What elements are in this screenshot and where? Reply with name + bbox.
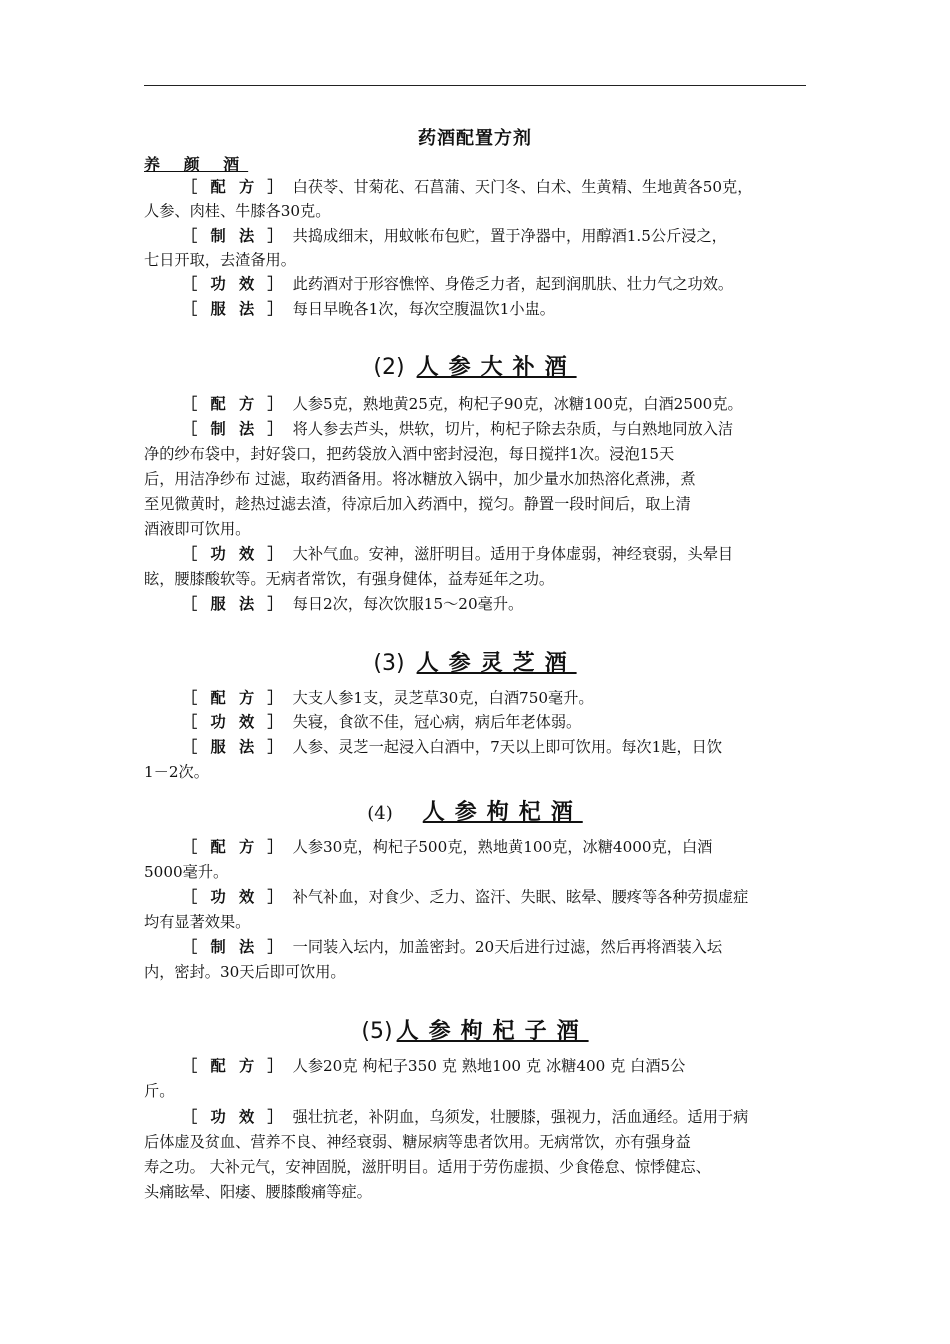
field-label: ［ 配 方 ］: [182, 178, 287, 196]
recipe-number: (4): [367, 803, 393, 824]
paragraph-line: 人参、肉桂、牛膝各30克。: [144, 202, 331, 220]
recipe-heading: [0, 646, 950, 677]
paragraph-line: 5000毫升。: [144, 863, 229, 881]
paragraph-text: 白茯苓、甘菊花、石菖蒲、天门冬、白术、生黄精、生地黄各50克，: [292, 178, 753, 196]
paragraph-text: 失寝，食欲不佳，冠心病，病后年老体弱。: [292, 713, 582, 731]
field-label: ［ 配 方 ］: [182, 838, 287, 856]
field-label: ［ 服 法 ］: [182, 738, 287, 756]
paragraph-text: 人参30克，枸杞子500克，熟地黄100克，冰糖4000克，白酒: [292, 838, 713, 856]
field-label: ［ 服 法 ］: [182, 300, 287, 318]
recipe-heading: [0, 1014, 950, 1045]
paragraph-line: 至见微黄时，趁热过滤去渣，待凉后加入药酒中，搅匀。静置一段时间后，取上清: [144, 495, 691, 513]
paragraph-text: 强壮抗老，补阴血，乌须发，壮腰膝，强视力，活血通经。适用于病: [292, 1108, 749, 1126]
field-label: ［ 功 效 ］: [182, 888, 287, 906]
paragraph-line: [182, 711, 581, 733]
section-title-yangyan: 养 颜 酒: [144, 155, 249, 174]
paragraph-text: 人参20克 枸杞子350 克 熟地100 克 冰糖400 克 白酒5公: [292, 1057, 686, 1075]
paragraph-text: 每日2次，每次饮服15～20毫升。: [292, 595, 524, 613]
paragraph-line: [182, 176, 752, 198]
paragraph-line: [182, 298, 555, 320]
paragraph-line: 内，密封。30天后即可饮用。: [144, 963, 346, 981]
paragraph-line: 七日开取，去渣备用。: [144, 251, 296, 269]
paragraph-text: 共捣成细末，用蚊帐布包贮，置于净器中，用醇酒1.5公斤浸之，: [292, 227, 727, 245]
field-label: ［ 配 方 ］: [182, 1057, 287, 1075]
paragraph-text: 补气补血，对食少、乏力、盗汗、失眠、眩晕、腰疼等各种劳损虚症: [292, 888, 749, 906]
paragraph-line: [182, 393, 743, 415]
paragraph-line: 后体虚及贫血、营养不良、神经衰弱、糖尿病等患者饮用。无病常饮，亦有强身益: [144, 1133, 691, 1151]
recipe-number: (3): [373, 651, 405, 676]
paragraph-line: [182, 1106, 748, 1128]
paragraph-text: 将人参去芦头，烘软，切片，枸杞子除去杂质，与白熟地同放入洁: [292, 420, 734, 438]
paragraph-line: [182, 1055, 685, 1077]
paragraph-line: [182, 225, 727, 247]
recipe-heading: [0, 350, 950, 381]
paragraph-line: 寿之功。 大补元气，安神固脱，滋肝明目。适用于劳伤虚损、少食倦怠、惊悸健忘、: [144, 1158, 711, 1176]
paragraph-text: 此药酒对于形容憔悴、身倦乏力者，起到润肌肤、壮力气之功效。: [292, 275, 734, 293]
paragraph-line: [182, 418, 733, 440]
page-title: 药酒配置方剂: [418, 128, 532, 149]
recipe-heading: [0, 795, 950, 826]
paragraph-text: 人参5克，熟地黄25克，枸杞子90克，冰糖100克，白酒2500克。: [292, 395, 743, 413]
recipe-number: (2): [373, 355, 405, 380]
recipe-name: 人参枸杞子酒: [396, 1019, 589, 1044]
paragraph-line: [182, 886, 748, 908]
paragraph-text: 一同装入坛内，加盖密封。20天后进行过滤，然后再将酒装入坛: [292, 938, 723, 956]
paragraph-line: 头痛眩晕、阳痿、腰膝酸痛等症。: [144, 1183, 372, 1201]
header-rule: [144, 85, 806, 86]
field-label: ［ 功 效 ］: [182, 1108, 287, 1126]
recipe-name: 人参枸杞酒: [422, 800, 583, 825]
paragraph-text: 人参、灵芝一起浸入白酒中，7天以上即可饮用。每次1匙，日饮: [292, 738, 723, 756]
paragraph-line: 酒液即可饮用。: [144, 520, 251, 538]
paragraph-text: 大补气血。安神，滋肝明目。适用于身体虚弱，神经衰弱，头晕目: [292, 545, 734, 563]
field-label: ［ 功 效 ］: [182, 545, 287, 563]
paragraph-line: [182, 936, 722, 958]
paragraph-line: [182, 543, 733, 565]
recipe-name: 人参灵芝酒: [416, 651, 577, 676]
field-label: ［ 制 法 ］: [182, 227, 287, 245]
field-label: ［ 制 法 ］: [182, 420, 287, 438]
paragraph-line: 均有显著效果。: [144, 913, 251, 931]
paragraph-line: [182, 273, 733, 295]
field-label: ［ 配 方 ］: [182, 395, 287, 413]
paragraph-text: 大支人参1支，灵芝草30克，白酒750毫升。: [292, 689, 594, 707]
field-label: ［ 服 法 ］: [182, 595, 287, 613]
paragraph-line: 后，用洁净纱布 过滤，取药酒备用。将冰糖放入锅中，加少量水加热溶化煮沸，煮: [144, 470, 696, 488]
paragraph-line: [182, 836, 712, 858]
paragraph-line: [182, 736, 722, 758]
paragraph-line: 净的纱布袋中，封好袋口，把药袋放入酒中密封浸泡，每日搅拌1次。浸泡15天: [144, 445, 675, 463]
paragraph-line: 斤。: [144, 1082, 175, 1100]
field-label: ［ 配 方 ］: [182, 689, 287, 707]
field-label: ［ 制 法 ］: [182, 938, 287, 956]
recipe-name: 人参大补酒: [416, 355, 577, 380]
field-label: ［ 功 效 ］: [182, 713, 287, 731]
paragraph-line: [182, 593, 523, 615]
field-label: ［ 功 效 ］: [182, 275, 287, 293]
paragraph-text: 每日早晚各1次，每次空腹温饮1小盅。: [292, 300, 555, 318]
recipe-number: (5): [361, 1019, 393, 1044]
paragraph-line: 眩，腰膝酸软等。无病者常饮，有强身健体，益寿延年之功。: [144, 570, 555, 588]
paragraph-line: 1－2次。: [144, 763, 209, 781]
paragraph-line: [182, 687, 594, 709]
